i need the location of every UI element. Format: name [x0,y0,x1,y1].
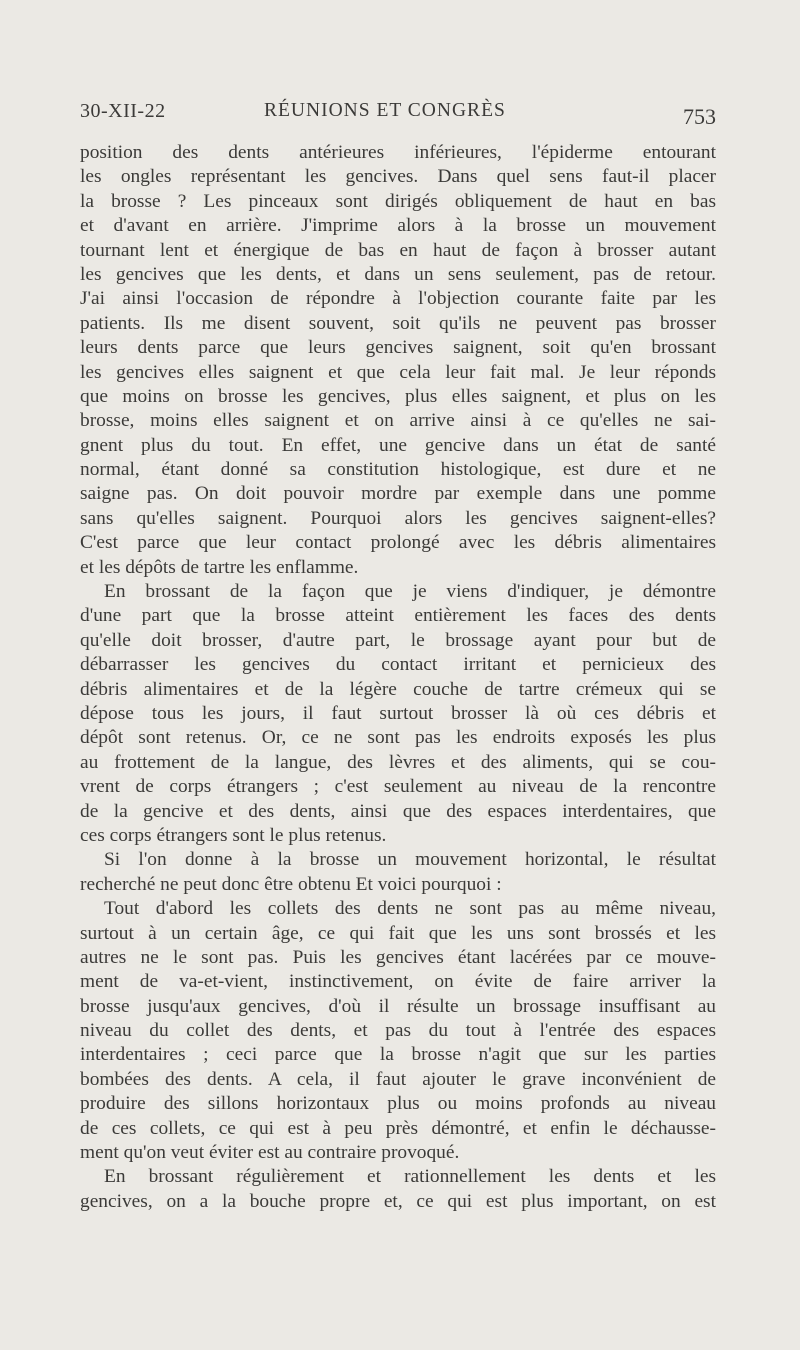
text-line: produire des sillons horizontaux plus ou moins profonds au niveau [80,1093,716,1115]
text-line: les gencives que les dents, et dans un sens seulement, pas de retour. [80,263,716,285]
text-line: saigne pas. On doit pouvoir mordre par exemple dans une pomme [80,483,716,505]
text-line: Tout d'abord les collets des dents ne sont pas au même niveau, [104,898,716,920]
text-line: interdentaires ; ceci parce que la brosse n'agit que sur les parties [80,1044,716,1066]
text-line: que moins on brosse les gencives, plus elles saignent, et plus on les [80,385,716,407]
text-line: tournant lent et énergique de bas en haut de façon à brosser autant [80,239,716,261]
text-line: ces corps étrangers sont le plus retenus. [80,824,387,846]
text-line: niveau du collet des dents, et pas du tout à l'entrée des espaces [80,1020,716,1042]
text-line: vrent de corps étrangers ; c'est seulement au niveau de la rencontre [80,776,716,798]
text-line: leurs dents parce que leurs gencives saignent, soit qu'en brossant [80,337,716,359]
text-line: position des dents antérieures inférieures, l'épiderme entourant [80,142,716,163]
body-text [80,141,716,1214]
text-line: d'une part que la brosse atteint entièrement les faces des dents [80,605,716,627]
text-line: les ongles représentant les gencives. Dans quel sens faut-il placer [80,166,716,188]
text-line: autres ne le sont pas. Puis les gencives étant lacérées par ce mouve- [80,946,716,968]
text-line: débarrasser les gencives du contact irritant et pernicieux des [80,654,716,676]
text-line: gnent plus du tout. En effet, une gencive dans un état de santé [80,434,716,456]
text-line: C'est parce que leur contact prolongé avec les débris alimentaires [80,532,716,554]
text-line: débris alimentaires et de la légère couche de tartre crémeux qui se [80,678,716,700]
text-line: Si l'on donne à la brosse un mouvement horizontal, le résultat [104,849,716,871]
text-line: J'ai ainsi l'occasion de répondre à l'objection courante faite par les [80,288,716,310]
header-title: RÉUNIONS ET CONGRÈS [264,100,506,121]
text-line: normal, étant donné sa constitution histologique, est dure et ne [80,459,716,481]
text-line: dépôt sont retenus. Or, ce ne sont pas les endroits exposés les plus [80,727,716,749]
text-line: de la gencive et des dents, ainsi que des espaces interdentaires, que [80,800,716,822]
text-line: brosse, moins elles saignent et on arrive ainsi à ce qu'elles ne sai- [80,410,716,432]
text-line: les gencives elles saignent et que cela leur fait mal. Je leur réponds [80,361,716,383]
text-line: gencives, on a la bouche propre et, ce qui est plus important, on est [80,1190,716,1212]
text-line: sans qu'elles saignent. Pourquoi alors les gencives saignent-elles? [80,507,716,529]
text-line: ment qu'on veut éviter est au contraire provoqué. [80,1142,460,1164]
text-line: En brossant de la façon que je viens d'indiquer, je démontre [104,581,716,603]
text-line: surtout à un certain âge, ce qui fait que les uns sont brossés et les [80,922,716,944]
text-line: patients. Ils me disent souvent, soit qu'ils ne peuvent pas brosser [80,312,716,334]
text-line: ment de va-et-vient, instinctivement, on évite de faire arriver la [80,971,716,993]
text-line: et les dépôts de tartre les enflamme. [80,556,359,578]
text-line: bombées des dents. A cela, il faut ajouter le grave inconvénient de [80,1068,716,1090]
text-line: la brosse ? Les pinceaux sont dirigés obliquement de haut en bas [80,190,716,212]
running-header [80,100,716,134]
text-line: recherché ne peut donc être obtenu Et voici pourquoi : [80,873,502,895]
text-line: brosse jusqu'aux gencives, d'où il résulte un brossage insuffisant au [80,995,716,1017]
header-date: 30-XII-22 [80,100,166,122]
text-line: qu'elle doit brosser, d'autre part, le brossage ayant pour but de [80,629,716,651]
text-line: au frottement de la langue, des lèvres et des aliments, qui se cou- [80,751,716,773]
text-line: dépose tous les jours, il faut surtout brosser là où ces débris et [80,702,716,724]
text-line: de ces collets, ce qui est à peu près démontré, et enfin le déchausse- [80,1117,716,1139]
text-line: En brossant régulièrement et rationnellement les dents et les [104,1166,716,1188]
text-line: et d'avant en arrière. J'imprime alors à la brosse un mouvement [80,215,716,237]
page-number: 753 [683,104,716,129]
